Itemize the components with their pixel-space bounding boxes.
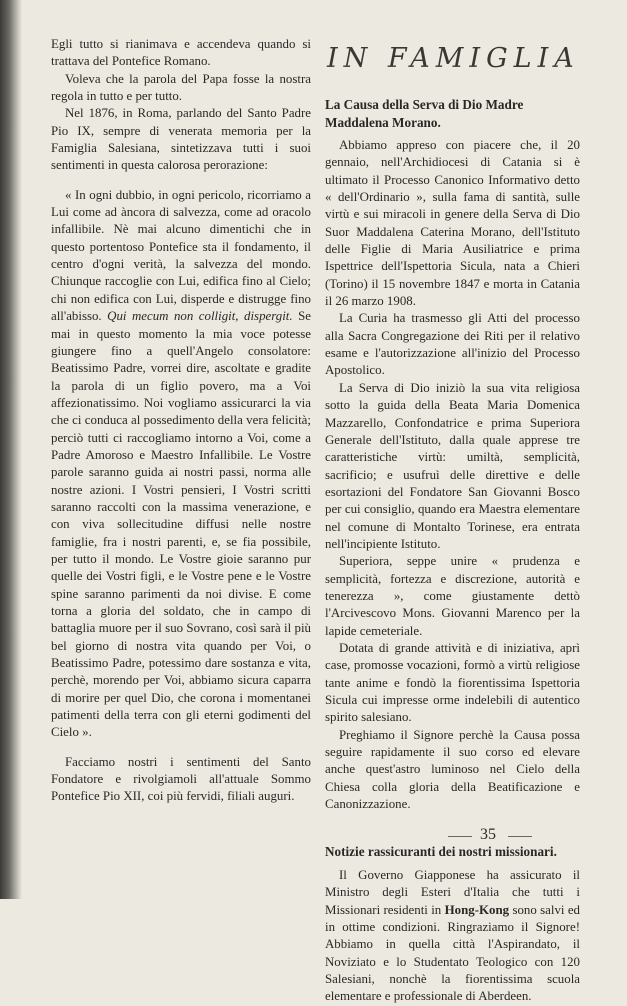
right-column <box>325 36 580 1006</box>
article-title-missionari: Notizie rassicuranti dei nostri missionari. <box>325 844 557 860</box>
article1-paragraph-5: Dotata di grande attività e di iniziativa, aprì case, promosse vocazioni, formò a virtù religiose tante anime e fondò la fiorentissima Ispettoria Sicula cui impresse orme indelebili di autentico spirito salesiano. <box>325 640 580 725</box>
article1-paragraph-3: La Serva di Dio iniziò la sua vita religiosa sotto la guida della Beata Maria Domenica Mazzarello, Confondatrice e prima Superiora Generale dell'Istituto, dalla quale apprese tre caratteristiche virtù: umiltà, semplicità, sacrificio; e usufruì delle direttive e delle esortazioni del Fondatore San Giovanni Bosco per cui consiglio, quando era Maestra elementare nel comune di Montalto Torinese, era entrata nell'incipiente Istituto. <box>325 380 580 551</box>
hong-kong-bold: Hong-Kong <box>444 902 510 917</box>
section-heading: IN FAMIGLIA <box>327 43 580 74</box>
page-number-dash-left <box>448 836 472 837</box>
left-paragraph-3: Nel 1876, in Roma, parlando del Santo Padre Pio IX, sempre di venerata memoria per la Famiglia Salesiana, sintetizzava tutti i suoi sentimenti in questa calorosa perorazione: <box>51 106 311 173</box>
article2-paragraph-1 <box>325 867 580 1006</box>
latin-quote: Qui mecum non colligit, dispergit. <box>107 309 293 324</box>
article1-paragraph-4: Superiora, seppe unire « prudenza e semplicità, fortezza e discrezione, autorità e tenerezza », come giustamente dettò l'Arcivescovo Mons. Giovanni Marenco per la lapide cemeteriale. <box>325 554 580 638</box>
left-paragraph-2: Voleva che la parola del Papa fosse la nostra regola in tutto e per tutto. <box>51 71 311 104</box>
article2-text-a: Il Governo Giapponese ha assicurato il Ministro degli Esteri d'Italia che tutti i Missionari residenti in <box>325 867 580 917</box>
article-title-morano: La Causa della Serva di Dio Madre Maddalena Morano. <box>325 97 524 130</box>
article1-paragraph-2: La Curia ha trasmesso gli Atti del processo alla Sacra Congregazione dei Riti per il relativo esame e l'autorizzazione all'inizio del Processo Apostolico. <box>325 311 580 378</box>
article2-text-b: sono salvi ed in ottime condizioni. Ringraziamo il Signore! Abbiamo in quella città l'Aspirandato, il Noviziato e lo Studentato Teologico con 120 Salesiani, nonchè la fiorentissima scuola elementare e professionale di Aberdeen. <box>325 902 580 1004</box>
left-closing-paragraph: Facciamo nostri i sentimenti del Santo Fondatore e rivolgiamoli all'attuale Sommo Pontefice Pio XII, coi più fervidi, filiali auguri. <box>51 754 311 804</box>
left-quote-paragraph <box>51 187 311 742</box>
page-number-dash-right <box>508 836 532 837</box>
paragraph-gap <box>51 742 311 754</box>
article1-paragraph-1: Abbiamo appreso con piacere che, il 20 gennaio, nell'Archidiocesi di Catania si è ultimato il Processo Canonico Informativo detto « dell'Ordinario », sulla fama di santità, sulle virtù e sui miracoli in genere della Serva di Dio Suor Maddalena Caterina Morano, dell'Istituto delle Figlie di Maria Ausiliatrice e prima Ispettrice dell'Ispettoria Sicula, nata a Chieri (Torino) il 15 novembre 1847 e morta in Catania il 26 marzo 1908. <box>325 138 580 309</box>
article1-paragraph-6: Preghiamo il Signore perchè la Causa possa seguire rapidamente il suo corso ed elevare anche quest'astro luminoso nel Cielo della Chiesa colla gloria della Beatificazione e Canonizzazione. <box>325 727 580 812</box>
quote-text-rest: Se mai in questo momento la mia voce potesse giungere fino a quell'Angelo consolatore: Beatissimo Padre, vorrei dire, ascoltate e gradite la parola di un figlio povero, ma a Voi affezionatissimo. Noi vogliamo assicurarci la via che ci conduca al possedimento della vera felicità; perciò tutti ci raccogliamo intorno a Voi, come a Padre Amoroso e Maestro Infallibile. Le Vostre parole saranno guida ai nostri passi, norma alle nostre azioni. I Vostri pensieri, I Vostri scritti saranno raccolti con la massima venerazione, e con viva sollecitudine diffusi nelle nostre famiglie, fra i nostri parenti, e, se fia possibile, per tutto il mondo. Le Vostre gioie saranno pur quelle dei Vostri figli, e le Vostre pene e le Vostre spine saranno parimenti da noi divise. E come torna a gloria del soldato, che in campo di battaglia muore per il suo Sovrano, così sarà il più bel giorno di nostra vita quando per Voi, o Beatissimo Padre, potessimo dare sostanza e vita, perchè, morendo per Voi, abbiamo sicura caparra di morire per quel Dio, che corona i momentanei patimenti della terra con gli eterni godimenti del Cielo ». <box>51 309 312 740</box>
paragraph-gap <box>51 175 311 187</box>
quote-text-start: « In ogni dubbio, in ogni pericolo, ricorriamo a Lui come ad àncora di salvezza, come ad oracolo infallibile. Nè mai alcuno dimentichi che in questo portentoso Pontefice sta il fondamento, il centro d'ogni verità, la salvezza del mondo. Chiunque raccoglie con Lui, edifica fino al Cielo; chi non edifica con Lui, disperde e distrugge fino all'abisso. <box>51 187 311 324</box>
left-column <box>51 36 311 806</box>
left-paragraph-1: Egli tutto si rianimava e accendeva quando si trattava del Pontefice Romano. <box>51 37 311 69</box>
page-number: 35 <box>480 826 496 843</box>
book-spine-shadow <box>0 0 22 899</box>
